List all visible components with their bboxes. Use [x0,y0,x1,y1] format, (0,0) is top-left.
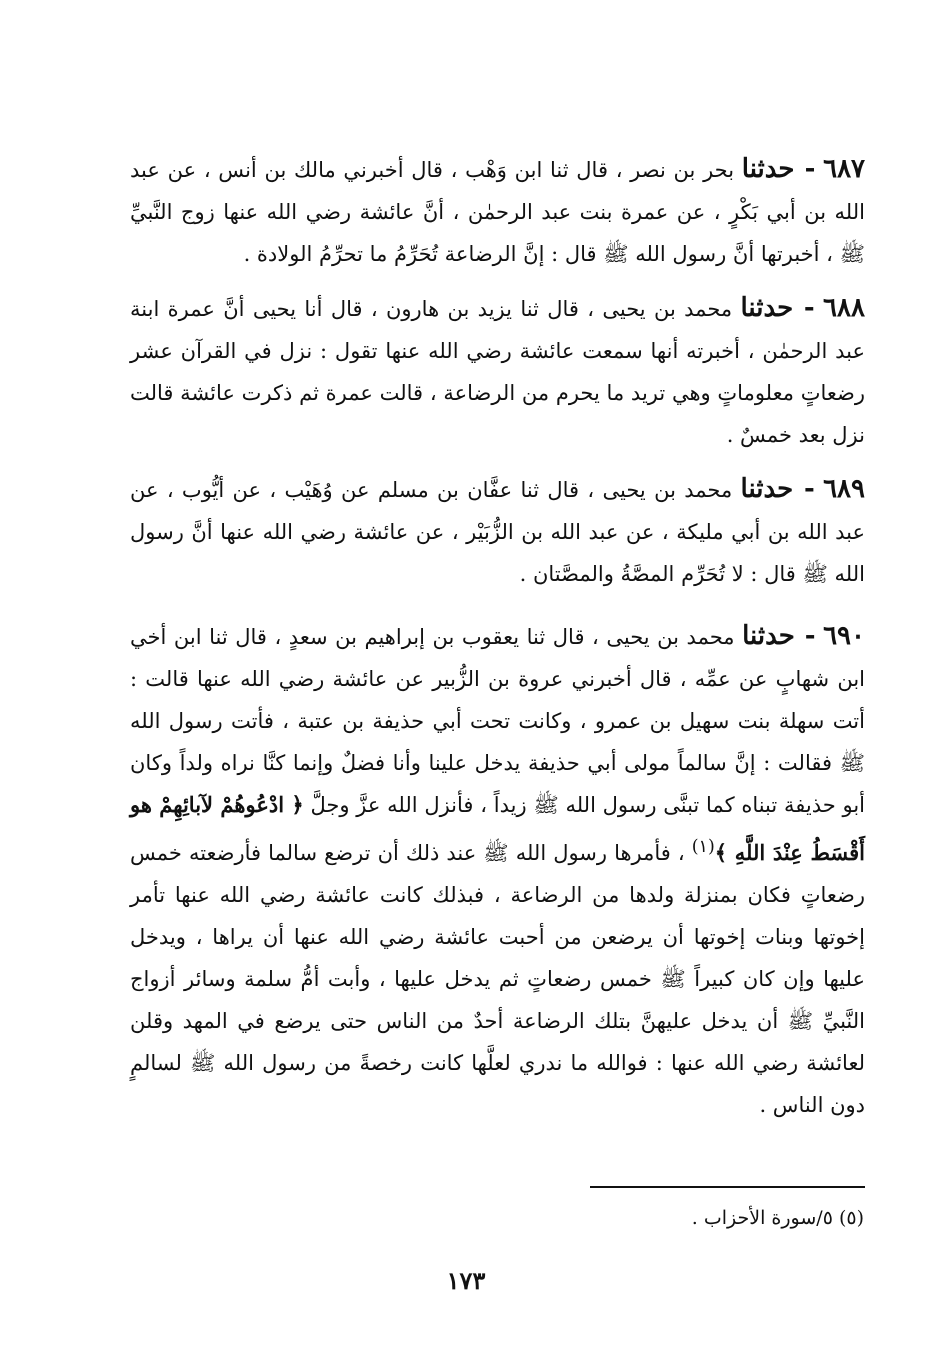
quran-verse: ﴿ ادْعُوهُمْ لآبائِهِمْ هو أَقْسَطُ عِنْدَ اللَّهِ ﴾ [130,792,865,865]
footnote-reference: (١) [691,837,715,857]
hadith-keyword: - حدثنا [740,474,815,504]
hadith-number: ٦٩٠ [823,621,865,651]
hadith-688 [130,287,865,456]
hadith-keyword: - حدثنا [740,293,815,323]
hadith-687 [130,148,865,275]
hadith-689 [130,468,865,595]
hadith-text: محمد بن يحيى ، قال ثنا يزيد بن هارون ، قال أنا يحيى أنَّ عمرة ابنة عبد الرحمٰن ، أخبرته أنها سمعت عائشة رضي الله عنها تقول : نزل في القرآن عشر رضعاتٍ معلوماتٍ وهي تريد ما يحرم من الرضاعة ، قالت عمرة ثم ذكرت عائشة قالت نزل بعد خمسٌ . [130,297,865,447]
hadith-number: ٦٨٧ [823,154,866,184]
hadith-number: ٦٨٨ [823,293,865,323]
hadith-text: محمد بن يحيى ، قال ثنا عفَّان بن مسلم عن وُهَيْب ، عن أيُّوب ، عن عبد الله بن أبي مليكة ، عن عبد الله بن الزُّبَيْر ، عن عائشة رضي الله عنها أنَّ رسول الله ﷺ قال : لا تُحَرِّم المصَّةُ والمصَّتان . [130,478,865,586]
footnote-divider [590,1186,865,1188]
hadith-keyword: - حدثنا [741,154,816,184]
page-number: ١٧٣ [446,1266,486,1295]
hadith-text-after: ، فأمرها رسول الله ﷺ عند ذلك أن ترضع سالما فأرضعته خمس رضعاتٍ فكان بمنزلة ولدها من الرضاعة ، فبذلك كانت عائشة رضي الله عنها تأمر إخوتها وبنات إخوتها أن يرضعن من أحبت عائشة رضي الله عنها أن يراها ، ويدخل عليها وإن كان كبيراً ﷺ خمس رضعاتٍ ثم يدخل عليها ، وأبت أمُّ سلمة وسائر أزواج النَّبيِّ ﷺ أن يدخل عليهنَّ بتلك الرضاعة أحدٌ من الناس حتى يرضع في المهد وقلن لعائشة رضي الله عنها : فوالله ما ندري لعلَّها كانت رخصةً من رسول الله ﷺ لسالمٍ دون الناس . [130,841,865,1117]
hadith-number: ٦٨٩ [823,474,865,504]
hadith-690 [130,615,865,1126]
footnote: (٥) ٥/سورة الأحزاب . [691,1207,864,1229]
book-page-body [130,148,865,1138]
hadith-text: بحر بن نصر ، قال ثنا ابن وَهْب ، قال أخبرني مالك بن أنس ، عن عبد الله بن أبي بَكْرٍ ، عن عمرة بنت عبد الرحمٰن ، أنَّ عائشة رضي الله عنها زوج النَّبيِّ ﷺ ، أخبرتها أنَّ رسول الله ﷺ قال : إنَّ الرضاعة تُحَرِّمُ ما تحرِّمُ الولادة . [130,158,865,266]
hadith-keyword: - حدثنا [742,621,816,651]
hadith-text-before: محمد بن يحيى ، قال ثنا يعقوب بن إبراهيم بن سعدٍ ، قال ثنا ابن أخي ابن شهابٍ عن عمِّه ، قال أخبرني عروة بن الزُّبير عن عائشة رضي الله عنها قالت : أتت سهلة بنت سهيل بن عمرو ، وكانت تحت أبي حذيفة بن عتبة ، فأتت رسول الله ﷺ فقالت : إنَّ سالماً مولى أبي حذيفة يدخل علينا وأنا فضلٌ وإنما كنَّا نراه ولداً وكان أبو حذيفة تبناه كما تبنَّى رسول الله ﷺ زيداً ، فأنزل الله عزَّ وجلَّ [130,625,865,817]
